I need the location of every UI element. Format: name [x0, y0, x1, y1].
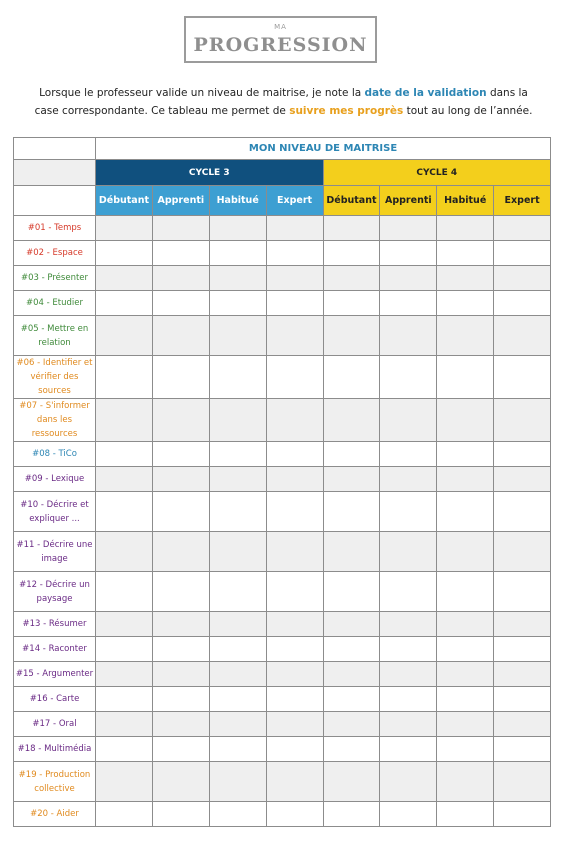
validation-date-cell[interactable] — [323, 241, 380, 266]
validation-date-cell[interactable] — [209, 467, 266, 492]
validation-date-cell[interactable] — [380, 712, 437, 737]
validation-date-cell[interactable] — [266, 356, 323, 399]
validation-date-cell[interactable] — [323, 737, 380, 762]
validation-date-cell[interactable] — [209, 737, 266, 762]
validation-date-cell[interactable] — [494, 216, 551, 241]
validation-date-cell[interactable] — [96, 737, 153, 762]
validation-date-cell[interactable] — [494, 442, 551, 467]
intro-part-3: tout au long de l’année. — [403, 105, 533, 117]
validation-date-cell[interactable] — [209, 399, 266, 442]
validation-date-cell[interactable] — [96, 291, 153, 316]
table-row — [14, 442, 551, 467]
validation-date-cell[interactable] — [96, 356, 153, 399]
validation-date-cell[interactable] — [380, 572, 437, 612]
validation-date-cell[interactable] — [96, 612, 153, 637]
validation-date-cell[interactable] — [437, 216, 494, 241]
row-label: #17 - Oral — [14, 712, 96, 737]
validation-date-cell[interactable] — [96, 241, 153, 266]
table-row — [14, 241, 551, 266]
validation-date-cell[interactable] — [323, 356, 380, 399]
validation-date-cell[interactable] — [380, 492, 437, 532]
row-label: #06 - Identifier et vérifier des sources — [14, 356, 96, 399]
validation-date-cell[interactable] — [96, 572, 153, 612]
level-header: Débutant — [96, 186, 153, 216]
validation-date-cell[interactable] — [266, 712, 323, 737]
table-row — [14, 612, 551, 637]
validation-date-cell[interactable] — [209, 532, 266, 572]
validation-date-cell[interactable] — [437, 737, 494, 762]
validation-date-cell[interactable] — [494, 532, 551, 572]
table-row — [14, 532, 551, 572]
validation-date-cell[interactable] — [494, 662, 551, 687]
validation-date-cell[interactable] — [437, 399, 494, 442]
validation-date-cell[interactable] — [209, 291, 266, 316]
row-label: #01 - Temps — [14, 216, 96, 241]
row-label: #02 - Espace — [14, 241, 96, 266]
validation-date-cell[interactable] — [380, 266, 437, 291]
intro-part-2: dans la case correspondante. Ce tableau me permet de — [34, 87, 528, 117]
table-row — [14, 712, 551, 737]
validation-date-cell[interactable] — [152, 532, 209, 572]
validation-date-cell[interactable] — [209, 442, 266, 467]
row-label: #10 - Décrire et expliquer ... — [14, 492, 96, 532]
validation-date-cell[interactable] — [152, 662, 209, 687]
validation-date-cell[interactable] — [152, 356, 209, 399]
validation-date-cell[interactable] — [209, 266, 266, 291]
validation-date-cell[interactable] — [209, 612, 266, 637]
validation-date-cell[interactable] — [380, 241, 437, 266]
validation-date-cell[interactable] — [437, 467, 494, 492]
validation-date-cell[interactable] — [494, 356, 551, 399]
table-row — [14, 737, 551, 762]
validation-date-cell[interactable] — [494, 572, 551, 612]
table-row — [14, 762, 551, 802]
validation-date-cell[interactable] — [266, 662, 323, 687]
validation-date-cell[interactable] — [437, 687, 494, 712]
cycle-4-header: CYCLE 4 — [323, 160, 551, 186]
validation-date-cell[interactable] — [209, 316, 266, 356]
validation-date-cell[interactable] — [152, 612, 209, 637]
validation-date-cell[interactable] — [494, 802, 551, 827]
validation-date-cell[interactable] — [380, 356, 437, 399]
validation-date-cell[interactable] — [152, 241, 209, 266]
table-row — [14, 662, 551, 687]
validation-date-cell[interactable] — [437, 712, 494, 737]
validation-date-cell[interactable] — [494, 737, 551, 762]
row-label: #15 - Argumenter — [14, 662, 96, 687]
intro-highlight-date: date de la validation — [364, 87, 487, 99]
validation-date-cell[interactable] — [323, 712, 380, 737]
validation-date-cell[interactable] — [266, 399, 323, 442]
validation-date-cell[interactable] — [494, 316, 551, 356]
validation-date-cell[interactable] — [266, 492, 323, 532]
validation-date-cell[interactable] — [437, 241, 494, 266]
validation-date-cell[interactable] — [96, 687, 153, 712]
validation-date-cell[interactable] — [380, 762, 437, 802]
validation-date-cell[interactable] — [380, 687, 437, 712]
validation-date-cell[interactable] — [323, 399, 380, 442]
validation-date-cell[interactable] — [380, 316, 437, 356]
validation-date-cell[interactable] — [152, 637, 209, 662]
validation-date-cell[interactable] — [323, 612, 380, 637]
validation-date-cell[interactable] — [380, 637, 437, 662]
level-header: Expert — [494, 186, 551, 216]
level-header: Apprenti — [380, 186, 437, 216]
validation-date-cell[interactable] — [266, 266, 323, 291]
validation-date-cell[interactable] — [323, 572, 380, 612]
validation-date-cell[interactable] — [96, 712, 153, 737]
validation-date-cell[interactable] — [96, 216, 153, 241]
validation-date-cell[interactable] — [437, 532, 494, 572]
validation-date-cell[interactable] — [96, 492, 153, 532]
row-label: #20 - Aider — [14, 802, 96, 827]
validation-date-cell[interactable] — [380, 467, 437, 492]
validation-date-cell[interactable] — [437, 612, 494, 637]
validation-date-cell[interactable] — [152, 399, 209, 442]
validation-date-cell[interactable] — [209, 712, 266, 737]
level-header: Habitué — [209, 186, 266, 216]
intro-highlight-progress: suivre mes progrès — [289, 105, 404, 117]
validation-date-cell[interactable] — [323, 492, 380, 532]
validation-date-cell[interactable] — [437, 442, 494, 467]
validation-date-cell[interactable] — [266, 802, 323, 827]
validation-date-cell[interactable] — [437, 572, 494, 612]
validation-date-cell[interactable] — [96, 762, 153, 802]
validation-date-cell[interactable] — [266, 316, 323, 356]
validation-date-cell[interactable] — [152, 492, 209, 532]
intro-text — [30, 84, 537, 120]
validation-date-cell[interactable] — [380, 291, 437, 316]
level-header: Débutant — [323, 186, 380, 216]
page-title: PROGRESSION — [193, 34, 368, 56]
table-row — [14, 356, 551, 399]
validation-date-cell[interactable] — [209, 637, 266, 662]
table-row — [14, 216, 551, 241]
validation-date-cell[interactable] — [266, 762, 323, 802]
table-title: MON NIVEAU DE MAITRISE — [96, 138, 551, 160]
table-corner-top — [14, 138, 96, 160]
table-row — [14, 492, 551, 532]
validation-date-cell[interactable] — [152, 762, 209, 802]
validation-date-cell[interactable] — [323, 762, 380, 802]
validation-date-cell[interactable] — [494, 762, 551, 802]
validation-date-cell[interactable] — [96, 662, 153, 687]
validation-date-cell[interactable] — [209, 687, 266, 712]
validation-date-cell[interactable] — [494, 492, 551, 532]
validation-date-cell[interactable] — [209, 762, 266, 802]
validation-date-cell[interactable] — [494, 241, 551, 266]
validation-date-cell[interactable] — [380, 532, 437, 572]
validation-date-cell[interactable] — [437, 762, 494, 802]
validation-date-cell[interactable] — [323, 316, 380, 356]
validation-date-cell[interactable] — [266, 637, 323, 662]
validation-date-cell[interactable] — [437, 802, 494, 827]
table-row — [14, 316, 551, 356]
validation-date-cell[interactable] — [380, 662, 437, 687]
validation-date-cell[interactable] — [494, 687, 551, 712]
validation-date-cell[interactable] — [380, 737, 437, 762]
table-corner-middle — [14, 160, 96, 186]
validation-date-cell[interactable] — [323, 291, 380, 316]
validation-date-cell[interactable] — [209, 356, 266, 399]
progression-table — [13, 137, 551, 827]
row-label: #05 - Mettre en relation — [14, 316, 96, 356]
validation-date-cell[interactable] — [209, 241, 266, 266]
validation-date-cell[interactable] — [380, 216, 437, 241]
row-label: #18 - Multimédia — [14, 737, 96, 762]
intro-part-1: Lorsque le professeur valide un niveau de maitrise, je note la — [39, 87, 365, 99]
validation-date-cell[interactable] — [494, 467, 551, 492]
table-row — [14, 687, 551, 712]
validation-date-cell[interactable] — [266, 737, 323, 762]
row-label: #13 - Résumer — [14, 612, 96, 637]
validation-date-cell[interactable] — [323, 637, 380, 662]
row-label: #14 - Raconter — [14, 637, 96, 662]
table-row — [14, 637, 551, 662]
table-row — [14, 291, 551, 316]
validation-date-cell[interactable] — [209, 802, 266, 827]
validation-date-cell[interactable] — [152, 216, 209, 241]
validation-date-cell[interactable] — [323, 216, 380, 241]
title-box — [184, 16, 377, 63]
validation-date-cell[interactable] — [96, 467, 153, 492]
validation-date-cell[interactable] — [494, 266, 551, 291]
table-row — [14, 399, 551, 442]
validation-date-cell[interactable] — [494, 637, 551, 662]
row-label: #03 - Présenter — [14, 266, 96, 291]
validation-date-cell[interactable] — [437, 492, 494, 532]
row-label: #12 - Décrire un paysage — [14, 572, 96, 612]
validation-date-cell[interactable] — [323, 467, 380, 492]
validation-date-cell[interactable] — [96, 802, 153, 827]
validation-date-cell[interactable] — [323, 266, 380, 291]
validation-date-cell[interactable] — [152, 572, 209, 612]
validation-date-cell[interactable] — [266, 467, 323, 492]
validation-date-cell[interactable] — [96, 266, 153, 291]
validation-date-cell[interactable] — [152, 802, 209, 827]
table-body — [14, 216, 551, 827]
validation-date-cell[interactable] — [437, 637, 494, 662]
validation-date-cell[interactable] — [437, 266, 494, 291]
level-header: Habitué — [437, 186, 494, 216]
validation-date-cell[interactable] — [152, 467, 209, 492]
row-label: #04 - Etudier — [14, 291, 96, 316]
validation-date-cell[interactable] — [152, 291, 209, 316]
row-label: #19 - Production collective — [14, 762, 96, 802]
validation-date-cell[interactable] — [437, 662, 494, 687]
validation-date-cell[interactable] — [494, 712, 551, 737]
level-header: Expert — [266, 186, 323, 216]
cycle-3-header: CYCLE 3 — [96, 160, 324, 186]
validation-date-cell[interactable] — [323, 532, 380, 572]
validation-date-cell[interactable] — [266, 216, 323, 241]
validation-date-cell[interactable] — [380, 442, 437, 467]
table-row — [14, 467, 551, 492]
validation-date-cell[interactable] — [152, 316, 209, 356]
validation-date-cell[interactable] — [152, 687, 209, 712]
validation-date-cell[interactable] — [380, 802, 437, 827]
validation-date-cell[interactable] — [266, 442, 323, 467]
validation-date-cell[interactable] — [266, 572, 323, 612]
validation-date-cell[interactable] — [437, 356, 494, 399]
row-label: #07 - S'informer dans les ressources — [14, 399, 96, 442]
validation-date-cell[interactable] — [437, 291, 494, 316]
validation-date-cell[interactable] — [266, 612, 323, 637]
row-label: #08 - TiCo — [14, 442, 96, 467]
validation-date-cell[interactable] — [323, 442, 380, 467]
row-label: #11 - Décrire une image — [14, 532, 96, 572]
validation-date-cell[interactable] — [209, 662, 266, 687]
validation-date-cell[interactable] — [152, 442, 209, 467]
row-label: #09 - Lexique — [14, 467, 96, 492]
validation-date-cell[interactable] — [380, 399, 437, 442]
validation-date-cell[interactable] — [96, 399, 153, 442]
validation-date-cell[interactable] — [494, 291, 551, 316]
validation-date-cell[interactable] — [323, 687, 380, 712]
level-header: Apprenti — [152, 186, 209, 216]
validation-date-cell[interactable] — [494, 612, 551, 637]
validation-date-cell[interactable] — [96, 532, 153, 572]
validation-date-cell[interactable] — [266, 532, 323, 572]
validation-date-cell[interactable] — [152, 266, 209, 291]
validation-date-cell[interactable] — [380, 612, 437, 637]
table-row — [14, 266, 551, 291]
table-corner-bottom — [14, 186, 96, 216]
validation-date-cell[interactable] — [437, 316, 494, 356]
validation-date-cell[interactable] — [266, 291, 323, 316]
validation-date-cell[interactable] — [266, 241, 323, 266]
validation-date-cell[interactable] — [152, 712, 209, 737]
validation-date-cell[interactable] — [96, 442, 153, 467]
validation-date-cell[interactable] — [209, 572, 266, 612]
validation-date-cell[interactable] — [96, 316, 153, 356]
row-label: #16 - Carte — [14, 687, 96, 712]
validation-date-cell[interactable] — [152, 737, 209, 762]
validation-date-cell[interactable] — [494, 399, 551, 442]
validation-date-cell[interactable] — [96, 637, 153, 662]
table-row — [14, 572, 551, 612]
table-row — [14, 802, 551, 827]
validation-date-cell[interactable] — [323, 802, 380, 827]
validation-date-cell[interactable] — [209, 492, 266, 532]
validation-date-cell[interactable] — [266, 687, 323, 712]
title-prefix: MA — [274, 23, 287, 31]
validation-date-cell[interactable] — [323, 662, 380, 687]
validation-date-cell[interactable] — [209, 216, 266, 241]
